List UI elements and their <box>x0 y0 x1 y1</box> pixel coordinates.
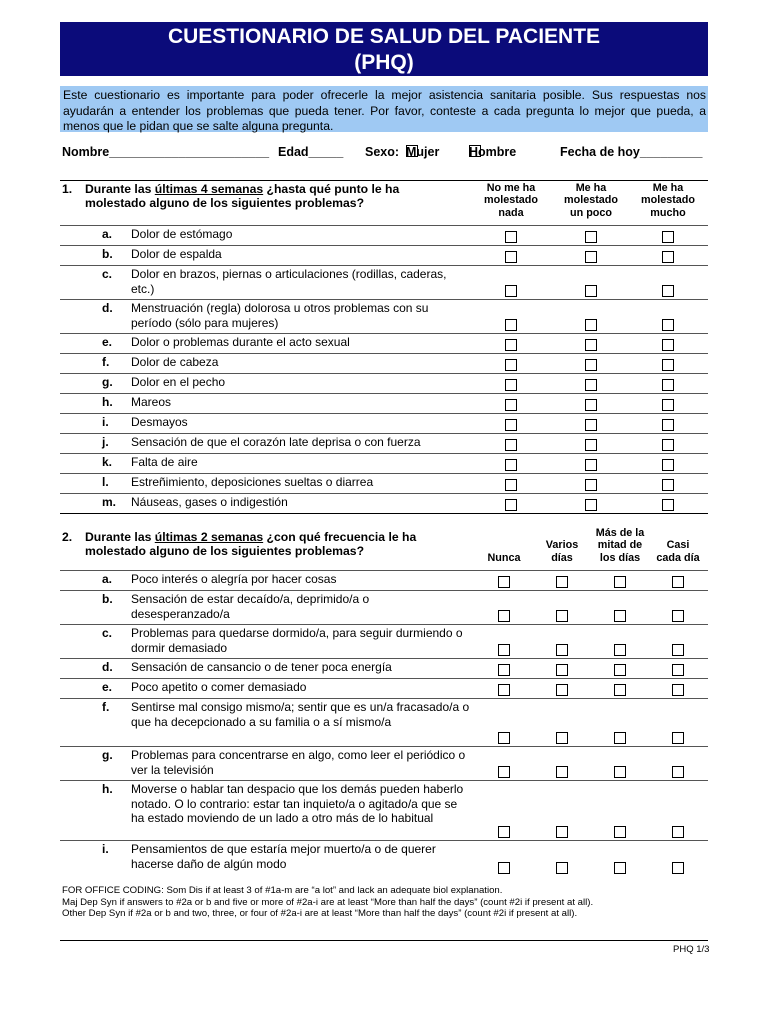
page-number: PHQ 1/3 <box>673 944 710 955</box>
answer-checkbox[interactable] <box>614 826 626 838</box>
q2-item-row <box>60 658 708 679</box>
q2-item-row <box>60 746 708 781</box>
answer-checkbox[interactable] <box>672 732 684 744</box>
question-1-section <box>60 181 708 513</box>
item-label: Sentirse mal consigo mismo/a; sentir que es un/a fracasado/a o que ha decepcionado a su familia o a sí mismo/a <box>131 700 470 729</box>
answer-checkbox[interactable] <box>672 862 684 874</box>
item-letter: g. <box>102 375 113 389</box>
answer-checkbox[interactable] <box>505 499 517 511</box>
answer-checkbox[interactable] <box>585 419 597 431</box>
answer-checkbox[interactable] <box>662 231 674 243</box>
item-label: Dolor o problemas durante el acto sexual <box>131 335 350 349</box>
item-letter: e. <box>102 680 113 694</box>
answer-checkbox[interactable] <box>614 684 626 696</box>
answer-checkbox[interactable] <box>505 399 517 411</box>
item-label: Problemas para quedarse dormido/a, para seguir durmiendo o dormir demasiado <box>131 626 463 655</box>
answer-checkbox[interactable] <box>585 359 597 371</box>
q2-text-post: ¿con qué frecuencia le ha molestado alguno de los siguientes problemas? <box>85 530 417 558</box>
answer-checkbox[interactable] <box>505 419 517 431</box>
item-label: Menstruación (regla) dolorosa u otros problemas con su período (sólo para mujeres) <box>131 301 429 330</box>
answer-checkbox[interactable] <box>505 459 517 471</box>
answer-checkbox[interactable] <box>498 732 510 744</box>
item-letter: h. <box>102 395 113 409</box>
item-letter: d. <box>102 660 113 674</box>
item-label: Dolor en el pecho <box>131 375 226 389</box>
coding-line: Other Dep Syn if #2a or b and two, three, or four of #2a-i are at least “More than half the days” (count #2i if present at all). <box>62 908 578 920</box>
answer-checkbox[interactable] <box>556 766 568 778</box>
item-label: Dolor en brazos, piernas o articulaciones (rodillas, caderas, etc.) <box>131 267 447 296</box>
answer-checkbox[interactable] <box>585 285 597 297</box>
q1-text-pre: Durante las <box>85 182 155 196</box>
answer-checkbox[interactable] <box>662 499 674 511</box>
answer-checkbox[interactable] <box>662 419 674 431</box>
q1-item-row <box>60 433 708 454</box>
answer-checkbox[interactable] <box>672 644 684 656</box>
item-label: Mareos <box>131 395 172 409</box>
answer-checkbox[interactable] <box>672 610 684 622</box>
answer-checkbox[interactable] <box>672 684 684 696</box>
answer-checkbox[interactable] <box>556 644 568 656</box>
q1-text-post: ¿hasta qué punto le ha molestado alguno de los siguientes problemas? <box>85 182 400 210</box>
answer-checkbox[interactable] <box>505 439 517 451</box>
item-label: Sensación de que el corazón late deprisa o con fuerza <box>131 435 421 449</box>
item-label: Dolor de cabeza <box>131 355 219 369</box>
question-2-section <box>60 526 708 876</box>
item-letter: c. <box>102 626 113 640</box>
patient-info-row <box>62 145 708 163</box>
q2-item-row <box>60 840 708 877</box>
answer-checkbox[interactable] <box>498 610 510 622</box>
answer-checkbox[interactable] <box>585 439 597 451</box>
q2-item-row <box>60 780 708 841</box>
q2-item-row <box>60 590 708 625</box>
footer-divider <box>60 940 708 941</box>
answer-checkbox[interactable] <box>662 251 674 263</box>
answer-checkbox[interactable] <box>505 319 517 331</box>
answer-checkbox[interactable] <box>672 826 684 838</box>
answer-checkbox[interactable] <box>498 664 510 676</box>
age-field[interactable]: Edad_____ <box>278 145 344 159</box>
item-letter: i. <box>102 842 109 856</box>
answer-checkbox[interactable] <box>662 319 674 331</box>
answer-checkbox[interactable] <box>614 862 626 874</box>
answer-checkbox[interactable] <box>498 576 510 588</box>
answer-checkbox[interactable] <box>498 684 510 696</box>
item-letter: j. <box>102 435 109 449</box>
answer-checkbox[interactable] <box>585 459 597 471</box>
item-label: Poco interés o alegría por hacer cosas <box>131 572 337 586</box>
q2-item-row <box>60 570 708 591</box>
answer-checkbox[interactable] <box>556 664 568 676</box>
answer-checkbox[interactable] <box>585 231 597 243</box>
question-1-number: 1. <box>62 182 73 196</box>
q2-column-header: Casi cada día <box>656 539 700 564</box>
answer-checkbox[interactable] <box>556 826 568 838</box>
item-letter: c. <box>102 267 113 281</box>
answer-checkbox[interactable] <box>672 664 684 676</box>
office-coding-notes <box>62 885 702 920</box>
q1-item-row <box>60 353 708 374</box>
q1-item-row <box>60 413 708 434</box>
item-letter: e. <box>102 335 113 349</box>
item-letter: a. <box>102 227 113 241</box>
q1-item-row <box>60 265 708 300</box>
page-title-banner <box>60 22 708 76</box>
item-label: Estreñimiento, deposiciones sueltas o diarrea <box>131 475 374 489</box>
answer-checkbox[interactable] <box>672 766 684 778</box>
answer-checkbox[interactable] <box>556 684 568 696</box>
q1-item-row <box>60 453 708 474</box>
q1-item-row <box>60 333 708 354</box>
item-label: Desmayos <box>131 415 188 429</box>
answer-checkbox[interactable] <box>662 399 674 411</box>
item-letter: a. <box>102 572 113 586</box>
answer-checkbox[interactable] <box>505 479 517 491</box>
answer-checkbox[interactable] <box>614 644 626 656</box>
q1-column-header: No me ha molestado nada <box>484 181 538 219</box>
answer-checkbox[interactable] <box>505 231 517 243</box>
item-letter: k. <box>102 455 113 469</box>
male-label: Hombre <box>469 145 517 159</box>
coding-line: Maj Dep Syn if answers to #2a or b and five or more of #2a-i are at least “More than half the days” (count #2i if present at all). <box>62 896 594 908</box>
answer-checkbox[interactable] <box>505 379 517 391</box>
answer-checkbox[interactable] <box>556 862 568 874</box>
answer-checkbox[interactable] <box>614 576 626 588</box>
answer-checkbox[interactable] <box>498 644 510 656</box>
page-title: CUESTIONARIO DE SALUD DEL PACIENTE <box>167 25 601 48</box>
q1-item-row <box>60 493 708 514</box>
answer-checkbox[interactable] <box>585 479 597 491</box>
q1-column-header: Me ha molestado un poco <box>564 181 618 219</box>
item-label: Náuseas, gases o indigestión <box>131 495 288 509</box>
answer-checkbox[interactable] <box>585 379 597 391</box>
answer-checkbox[interactable] <box>614 610 626 622</box>
q2-column-header: Varios días <box>545 539 579 564</box>
answer-checkbox[interactable] <box>585 319 597 331</box>
answer-checkbox[interactable] <box>556 576 568 588</box>
answer-checkbox[interactable] <box>505 359 517 371</box>
q2-column-header: Más de la mitad de los días <box>595 526 645 564</box>
date-field[interactable]: Fecha de hoy_________ <box>560 145 703 159</box>
item-letter: i. <box>102 415 109 429</box>
answer-checkbox[interactable] <box>585 499 597 511</box>
answer-checkbox[interactable] <box>556 610 568 622</box>
answer-checkbox[interactable] <box>614 766 626 778</box>
answer-checkbox[interactable] <box>505 251 517 263</box>
item-label: Problemas para concentrarse en algo, como leer el periódico o ver la televisión <box>131 748 466 777</box>
answer-checkbox[interactable] <box>662 459 674 471</box>
answer-checkbox[interactable] <box>662 379 674 391</box>
q2-text-underlined: últimas 2 semanas <box>154 530 264 544</box>
answer-checkbox[interactable] <box>662 359 674 371</box>
page-subtitle: (PHQ) <box>354 51 414 74</box>
q1-text-underlined: últimas 4 semanas <box>154 182 264 196</box>
divider <box>60 513 708 514</box>
coding-line: FOR OFFICE CODING: Som Dis if at least 3 of #1a-m are “a lot” and lack an adequate biol explanation. <box>62 885 503 896</box>
answer-checkbox[interactable] <box>662 479 674 491</box>
q1-item-row <box>60 225 708 246</box>
female-label: Mujer <box>406 145 440 159</box>
q2-column-header: Nunca <box>487 551 521 564</box>
sex-label: Sexo: <box>365 145 400 159</box>
intro-text: Este cuestionario es importante para poder ofrecerle la mejor asistencia sanitaria posible. Sus respuestas nos ayudarán a entender los problemas que pueda tener. Por favor, conteste a cada pregunta lo mejor que pueda, a menos que le pidan que se salte alguna pregunta. <box>60 86 708 132</box>
answer-checkbox[interactable] <box>498 766 510 778</box>
answer-checkbox[interactable] <box>505 339 517 351</box>
item-label: Sensación de estar decaído/a, deprimido/a o desesperanzado/a <box>131 592 370 621</box>
answer-checkbox[interactable] <box>662 439 674 451</box>
answer-checkbox[interactable] <box>498 862 510 874</box>
item-label: Sensación de cansancio o de tener poca energía <box>131 660 392 674</box>
item-letter: f. <box>102 700 110 714</box>
item-label: Dolor de espalda <box>131 247 222 261</box>
q2-item-row <box>60 698 708 747</box>
item-label: Poco apetito o comer demasiado <box>131 680 307 694</box>
question-1-text <box>85 182 425 210</box>
item-letter: b. <box>102 592 113 606</box>
q1-item-row <box>60 373 708 394</box>
question-2-text <box>85 530 445 558</box>
q1-item-row <box>60 299 708 334</box>
item-letter: m. <box>102 495 117 509</box>
answer-checkbox[interactable] <box>556 732 568 744</box>
answer-checkbox[interactable] <box>498 826 510 838</box>
name-field[interactable]: Nombre_______________________ <box>62 145 270 159</box>
answer-checkbox[interactable] <box>585 251 597 263</box>
item-label: Pensamientos de que estaría mejor muerto/a o de querer hacerse daño de algún modo <box>131 842 436 871</box>
item-letter: h. <box>102 782 113 796</box>
item-letter: l. <box>102 475 109 489</box>
answer-checkbox[interactable] <box>662 339 674 351</box>
item-letter: g. <box>102 748 113 762</box>
q2-item-row <box>60 624 708 659</box>
item-letter: b. <box>102 247 113 261</box>
answer-checkbox[interactable] <box>614 732 626 744</box>
answer-checkbox[interactable] <box>614 664 626 676</box>
answer-checkbox[interactable] <box>505 285 517 297</box>
item-letter: f. <box>102 355 110 369</box>
q1-column-header: Me ha molestado mucho <box>641 181 695 219</box>
q2-text-pre: Durante las <box>85 530 155 544</box>
item-label: Dolor de estómago <box>131 227 233 241</box>
q2-item-row <box>60 678 708 699</box>
answer-checkbox[interactable] <box>585 339 597 351</box>
q1-item-row <box>60 393 708 414</box>
q1-item-row <box>60 245 708 266</box>
item-label: Falta de aire <box>131 455 198 469</box>
item-letter: d. <box>102 301 113 315</box>
answer-checkbox[interactable] <box>672 576 684 588</box>
answer-checkbox[interactable] <box>585 399 597 411</box>
item-label: Moverse o hablar tan despacio que los demás pueden haberlo notado. O lo contrario: estar tan inquieto/a o agitado/a que se ha estado moviendo de un lado a otro más de lo habitual <box>131 782 464 825</box>
question-2-number: 2. <box>62 530 73 544</box>
q1-item-row <box>60 473 708 494</box>
answer-checkbox[interactable] <box>662 285 674 297</box>
